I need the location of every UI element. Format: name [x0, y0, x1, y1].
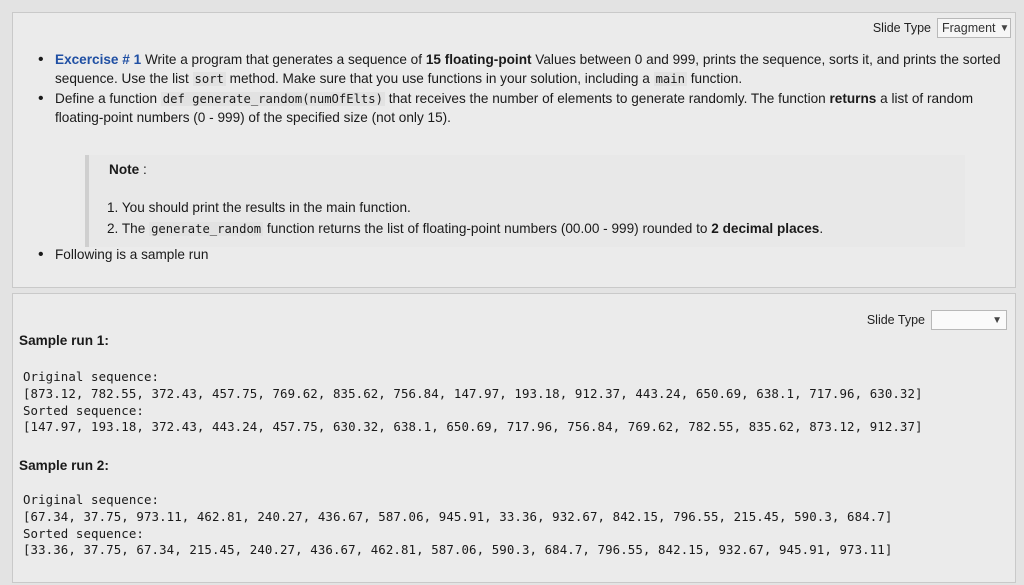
text: Values between 0 and 999, prints the sequence, sorts it, and prints the sorted sequence. Use the list: [55, 52, 1001, 86]
markdown-cell-sample-runs[interactable]: [12, 293, 1016, 583]
text: method. Make sure that you use functions in your solution, including a: [225, 70, 654, 86]
text: function returns the list of floating-point numbers (00.00 - 999) rounded to: [263, 221, 712, 236]
bold-text: 2 decimal places: [711, 221, 820, 236]
sample-run-2-title: Sample run 2:: [19, 458, 109, 473]
text: .: [819, 221, 824, 236]
slide-type-label: Slide Type: [872, 21, 931, 35]
slide-type-control: [867, 310, 1007, 330]
note-colon: :: [139, 162, 147, 177]
text: Write a program that generates a sequence of: [141, 52, 426, 67]
sample-run-2-output: Original sequence: [67.34, 37.75, 973.11, 462.81, 240.27, 436.67, 587.06, 945.91, 33.36, 932.67, 842.15, 796.55, 215.45, 590.3, 684.7] Sorted sequence: [33.36, 37.75, 67.34, 215.45, 240.27, 436.67, 462.81, 587.06, 590.3, 684.7, 796.55, 842.15, 932.67, 945.91, 973.11]: [23, 492, 893, 558]
markdown-cell-instructions[interactable]: [12, 12, 1016, 288]
sample-run-1-title: Sample run 1:: [19, 333, 109, 348]
inline-code: main: [655, 71, 685, 86]
slide-type-value: Fragment: [942, 21, 996, 35]
sample-run-1-output: Original sequence: [873.12, 782.55, 372.43, 457.75, 769.62, 835.62, 756.84, 147.97, 193.18, 912.37, 443.24, 650.69, 638.1, 717.96, 630.32] Sorted sequence: [147.97, 193.18, 372.43, 443.24, 457.75, 630.32, 638.1, 650.69, 717.96, 756.84, 769.62, 782.55, 835.62, 873.12, 912.37]: [23, 369, 923, 435]
note-box: [85, 155, 965, 247]
note-list: [107, 197, 823, 240]
note-title: [109, 162, 147, 177]
text: a list of random floating-point numbers (0 - 999) of the specified size (not only 15).: [55, 91, 974, 125]
text: that receives the number of elements to generate randomly. The function: [384, 91, 830, 106]
list-item-sample-run: • Following is a sample run: [33, 247, 208, 262]
bold-text: 15 floating-point: [425, 52, 532, 67]
exercise-label: Excercise # 1: [55, 52, 142, 67]
slide-type-select[interactable]: [937, 18, 1011, 38]
instruction-list: [33, 51, 1008, 129]
slide-type-control: [873, 18, 1011, 38]
inline-code: generate_random: [151, 222, 262, 236]
bold-text: returns: [829, 91, 877, 106]
slide-type-select[interactable]: [931, 310, 1007, 330]
chevron-down-icon: ▼: [992, 314, 1002, 326]
note-title-text: Note: [109, 162, 140, 177]
list-item-define-function: [33, 90, 1008, 127]
text: function.: [686, 70, 743, 86]
chevron-down-icon: ▼: [999, 22, 1010, 34]
list-item-exercise: [33, 51, 1008, 88]
text: 2. The: [107, 221, 150, 236]
inline-code: sort: [194, 71, 224, 86]
text: Define a function: [55, 91, 161, 106]
note-item-1: 1. You should print the results in the main function.: [107, 200, 411, 215]
note-item-2: [107, 218, 823, 240]
inline-code: def generate_random(numOfElts): [162, 92, 383, 106]
slide-type-label: Slide Type: [866, 313, 925, 327]
